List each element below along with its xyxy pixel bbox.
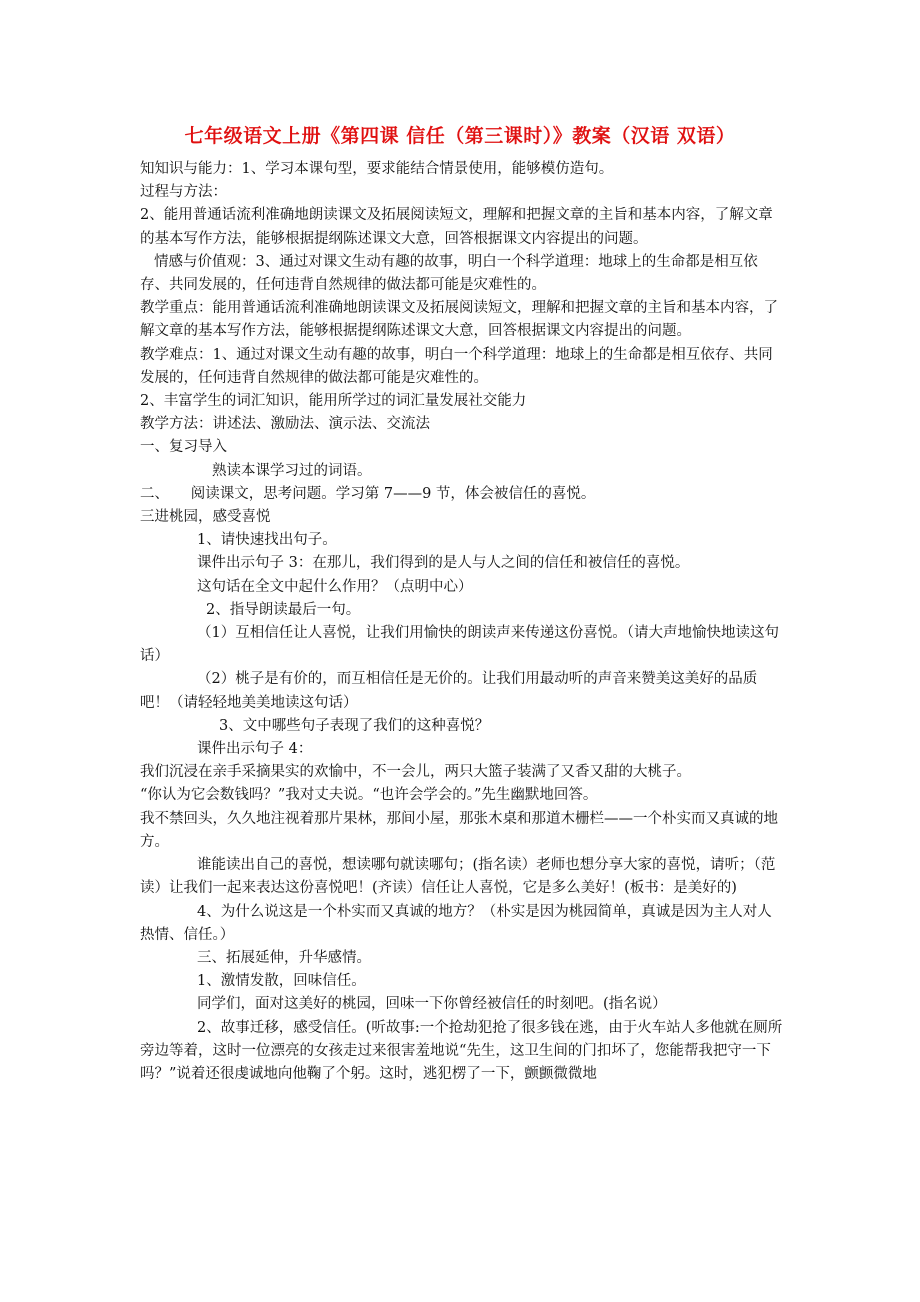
paragraph: “你认为它会数钱吗？”我对丈夫说。“也许会学会的。”先生幽默地回答。 bbox=[140, 787, 598, 804]
paragraph: 1、激情发散，回味信任。 bbox=[197, 973, 366, 990]
paragraph: 熟读本课学习过的词语。 bbox=[212, 462, 372, 479]
paragraph: （2）桃子是有价的，而互相信任是无价的。让我们用最动听的声音来赞美这美好的品质吧！（请轻轻地美美地读这句话） bbox=[140, 671, 758, 711]
paragraph: 课件出示句子 3：在那儿，我们得到的是人与人之间的信任和被信任的喜悦。 bbox=[197, 555, 690, 572]
paragraph: 4、为什么说这是一个朴实而又真诚的地方？（朴实是因为桃园简单，真诚是因为主人对人热情、信任。） bbox=[140, 903, 772, 943]
paragraph: 3、文中哪些句子表现了我们的这种喜悦？ bbox=[219, 717, 490, 734]
document-title: 七年级语文上册《第四课 信任（第三课时）》教案（汉语 双语） bbox=[184, 125, 736, 147]
paragraph: 2、故事迁移，感受信任。(听故事:一个抢劫犯抢了很多钱在逃，由于火车站人多他就在厕所旁边等着，这时一位漂亮的女孩走过来很害羞地说“先生，这卫生间的门扣坏了，您能帮我把守一下吗？”说着还很虔诚地向他鞠了个躬。这时，逃犯楞了一下，颤颤微微地 bbox=[140, 1019, 783, 1082]
paragraph: 我不禁回头，久久地注视着那片果林，那间小屋，那张木桌和那道木栅栏——一个朴实而又真诚的地方。 bbox=[140, 810, 778, 850]
paragraph: 2、能用普通话流利准确地朗读课文及拓展阅读短文，理解和把握文章的主旨和基本内容，了解文章的基本写作方法，能够根据提纲陈述课文大意，回答根据课文内容提出的问题。 bbox=[140, 207, 773, 247]
paragraph: 2、指导朗读最后一句。 bbox=[206, 601, 361, 618]
paragraph: （1）互相信任让人喜悦，让我们用愉快的朗读声来传递这份喜悦。（请大声地愉快地读这句话） bbox=[140, 625, 779, 665]
paragraph: 情感与价值观：3、通过对课文生动有趣的故事，明白一个科学道理：地球上的生命都是相互依存、共同发展的，任何违背自然规律的做法都可能是灾难性的。 bbox=[140, 253, 758, 294]
paragraph: 教学方法：讲述法、激励法、演示法、交流法 bbox=[140, 416, 430, 433]
paragraph: 过程与方法： bbox=[140, 184, 227, 201]
paragraph: 课件出示句子 4： bbox=[197, 741, 313, 758]
paragraph: 同学们，面对这美好的桃园，回味一下你曾经被信任的时刻吧。(指名说） bbox=[197, 996, 667, 1013]
paragraph: 知知识与能力：1、学习本课句型，要求能结合情景使用，能够模仿造句。 bbox=[140, 161, 614, 177]
paragraph: 三进桃园，感受喜悦 bbox=[140, 509, 271, 526]
paragraph: 一、复习导入 bbox=[140, 439, 227, 456]
paragraph: 教学重点：能用普通话流利准确地朗读课文及拓展阅读短文，理解和把握文章的主旨和基本内容，了解文章的基本写作方法，能够根据提纲陈述课文大意，回答根据课文内容提出的问题。 bbox=[140, 300, 778, 340]
paragraph: 三、拓展延伸，升华感情。 bbox=[197, 949, 371, 966]
paragraph: 谁能读出自己的喜悦，想读哪句就读哪句；(指名读）老师也想分享大家的喜悦，请听；（范读）让我们一起来表达这份喜悦吧！(齐读）信任让人喜悦，它是多么美好！(板书：是美好的) bbox=[140, 857, 776, 897]
document-body bbox=[140, 158, 785, 1086]
paragraph: 二、 阅读课文，思考问题。学习第 7——9 节，体会被信任的喜悦。 bbox=[140, 485, 596, 502]
paragraph: 教学难点：1、通过对课文生动有趣的故事，明白一个科学道理：地球上的生命都是相互依存、共同发展的，任何违背自然规律的做法都可能是灾难性的。 bbox=[140, 346, 773, 386]
paragraph: 2、丰富学生的词汇知识，能用所学过的词汇量发展社交能力 bbox=[140, 393, 527, 410]
paragraph: 这句话在全文中起什么作用？（点明中心） bbox=[197, 578, 473, 595]
paragraph: 我们沉浸在亲手采摘果实的欢愉中，不一会儿，两只大篮子装满了又香又甜的大桃子。 bbox=[140, 764, 691, 781]
paragraph: 1、请快速找出句子。 bbox=[197, 532, 337, 549]
